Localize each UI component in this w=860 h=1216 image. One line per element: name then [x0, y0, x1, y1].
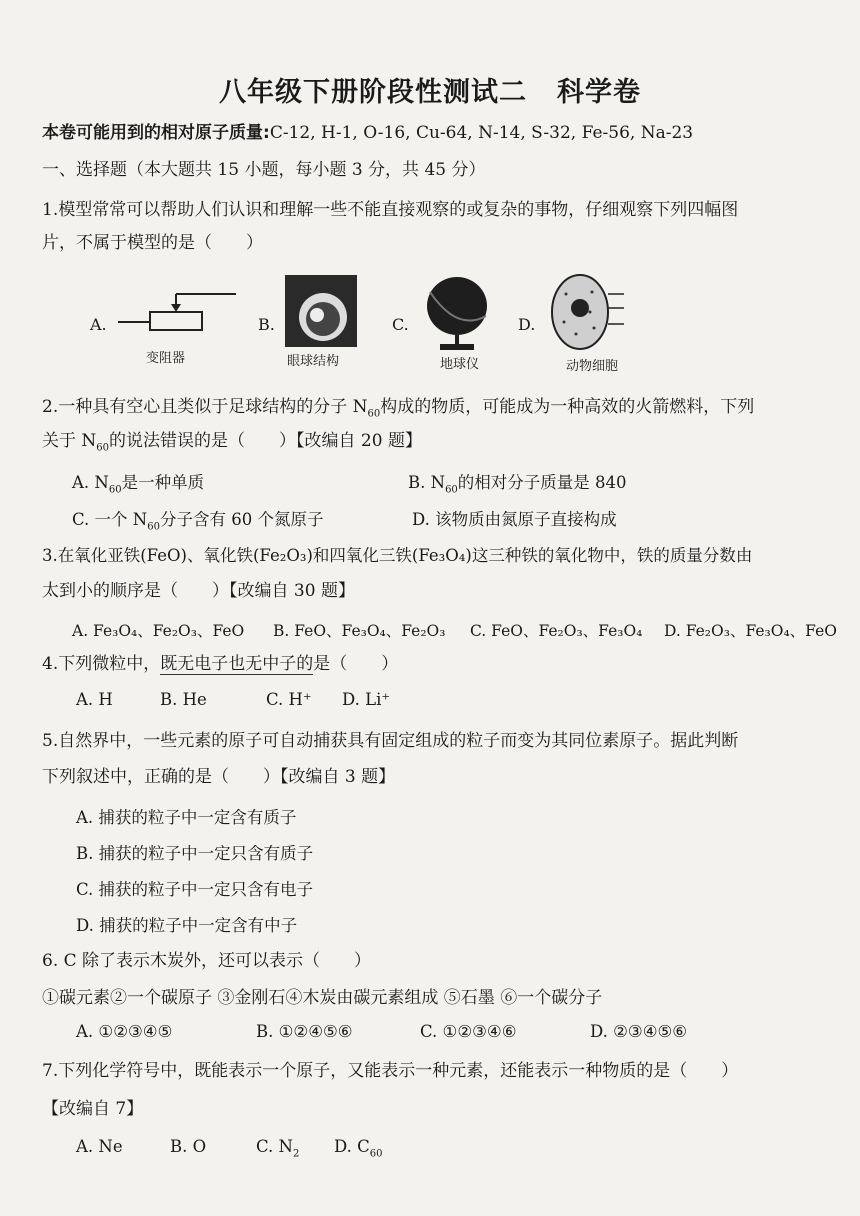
caption-rheostat: 变阻器 [146, 351, 186, 366]
exam-title [0, 70, 860, 109]
q2-option-d: D. 该物质由氮原子直接构成 [412, 510, 617, 529]
animal-cell-figure [546, 272, 636, 352]
q6-option-d: D. ②③④⑤⑥ [590, 1022, 688, 1041]
caption-globe: 地球仪 [440, 357, 480, 372]
q2-option-a: A. $N_{60}$是一种单质 [72, 473, 205, 496]
q4-option-c: C. H⁺ [266, 690, 312, 709]
q1-option-d: D. [518, 315, 536, 334]
q6-option-a: A. ①②③④⑤ [76, 1022, 173, 1041]
q7-stem-line2: 【改编自 7】 [42, 1099, 144, 1119]
q4-option-a: A. H [76, 690, 113, 709]
q3-option-c: C. FeO、Fe₂O₃、Fe₃O₄ [470, 622, 643, 640]
q7-option-b: B. O [170, 1137, 207, 1156]
q1-stem-line1: 1.模型常常可以帮助人们认识和理解一些不能直接观察的或复杂的事物，仔细观察下列四幅图 [42, 200, 739, 220]
q1-stem-line2: 片，不属于模型的是（ ） [42, 233, 263, 253]
section-heading: 一、选择题（本大题共 15 小题，每小题 3 分，共 45 分） [42, 160, 486, 180]
title-main: 八年级下册阶段性测试二 [219, 77, 527, 108]
caption-eyeball: 眼球结构 [287, 354, 340, 369]
q3-stem-line1: 3.在氧化亚铁(FeO)、氧化铁(Fe₂O₃)和四氧化三铁(Fe₃O₄)这三种铁的氧化物中，铁的质量分数由 [42, 546, 753, 565]
rheostat-figure [118, 286, 238, 338]
atomic-mass-values: C-12, H-1, O-16, Cu-64, N-14, S-32, Fe-56, Na-23 [269, 123, 694, 143]
q6-option-c: C. ①②③④⑥ [420, 1022, 517, 1041]
q6-option-b: B. ①②④⑤⑥ [256, 1022, 353, 1041]
eyeball-figure [285, 275, 357, 347]
q7-option-d: D. $C_{60}$ [334, 1137, 383, 1160]
q2-option-b: B. $N_{60}$的相对分子质量是 840 [408, 473, 627, 496]
q6-stem-line1: 6. C 除了表示木炭外，还可以表示（ ） [42, 951, 372, 971]
q5-option-a: A. 捕获的粒子中一定含有质子 [76, 808, 297, 827]
q2-stem-line2: 关于 $N_{60}$的说法错误的是（ ）【改编自 20 题】 [42, 431, 422, 454]
q2-stem-line1: 2.一种具有空心且类似于足球结构的分子 $N_{60}$构成的物质，可能成为一种高效的火箭燃料，下列 [42, 397, 755, 420]
q2-option-c: C. 一个 $N_{60}$分子含有 60 个氮原子 [72, 510, 324, 533]
q4-emphasis: 既无电子也无中子的 [160, 654, 314, 674]
q3-option-a: A. Fe₃O₄、Fe₂O₃、FeO [72, 622, 245, 640]
q4-stem: 4.下列微粒中，既无电子也无中子的是（ ） [42, 654, 399, 674]
atomic-mass-line [42, 122, 842, 144]
title-sub: 科学卷 [557, 77, 641, 108]
q7-option-a: A. Ne [76, 1137, 123, 1156]
q7-option-c: C. $N_2$ [256, 1137, 300, 1160]
q7-stem-line1: 7.下列化学符号中，既能表示一个原子，又能表示一种元素，还能表示一种物质的是（ ） [42, 1061, 739, 1081]
q1-option-b: B. [258, 315, 275, 334]
atomic-mass-label: 本卷可能用到的相对原子质量: [42, 123, 270, 143]
q5-option-b: B. 捕获的粒子中一定只含有质子 [76, 844, 314, 863]
q1-option-c: C. [392, 315, 409, 334]
q3-option-b: B. FeO、Fe₃O₄、Fe₂O₃ [273, 622, 446, 640]
q4-option-b: B. He [160, 690, 207, 709]
q3-stem-line2: 太到小的顺序是（ ）【改编自 30 题】 [42, 581, 355, 601]
q1-option-a: A. [90, 315, 107, 334]
q3-option-d: D. Fe₂O₃、Fe₃O₄、FeO [664, 622, 837, 640]
q6-stem-line2: ①碳元素②一个碳原子 ③金刚石④木炭由碳元素组成 ⑤石墨 ⑥一个碳分子 [42, 988, 603, 1008]
q5-option-c: C. 捕获的粒子中一定只含有电子 [76, 880, 314, 899]
q5-stem-line1: 5.自然界中，一些元素的原子可自动捕获具有固定组成的粒子而变为其同位素原子。据此判断 [42, 731, 739, 751]
q4-option-d: D. Li⁺ [342, 690, 391, 709]
q5-option-d: D. 捕获的粒子中一定含有中子 [76, 916, 298, 935]
q5-stem-line2: 下列叙述中，正确的是（ ）【改编自 3 题】 [42, 767, 396, 787]
caption-animal-cell: 动物细胞 [566, 359, 619, 374]
globe-figure [418, 272, 496, 352]
